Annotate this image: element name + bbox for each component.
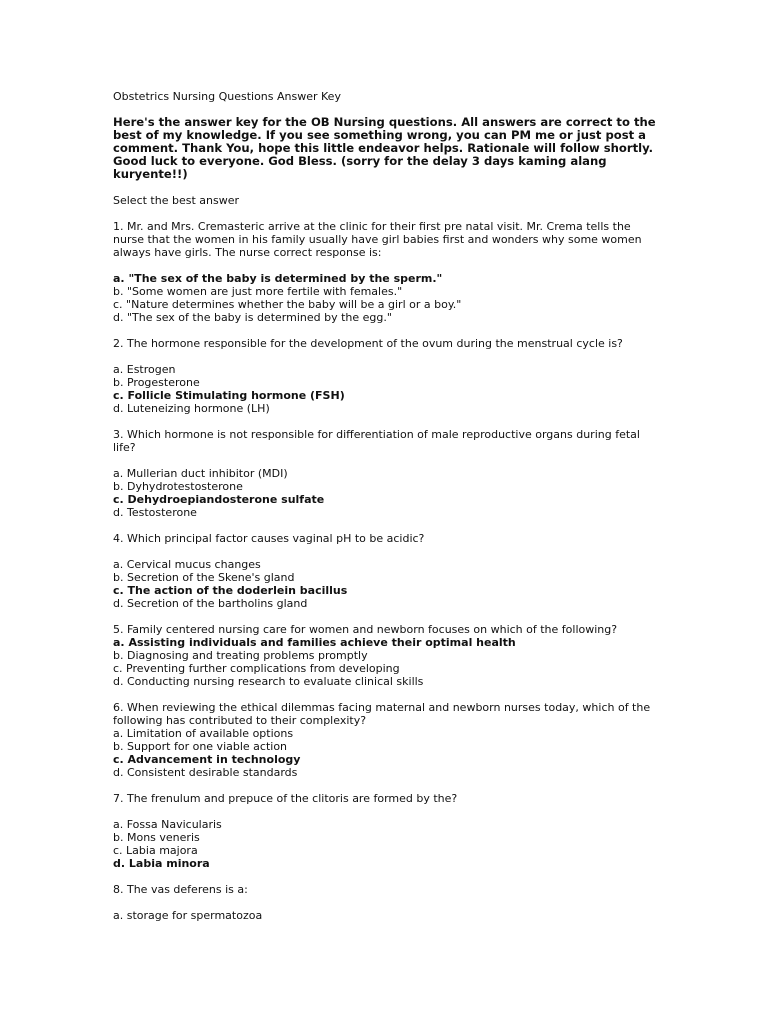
option-text: Mons veneris bbox=[126, 831, 200, 844]
answer-option bbox=[113, 597, 658, 610]
option-text: Preventing further complications from developing bbox=[126, 662, 400, 675]
option-text: Limitation of available options bbox=[126, 727, 294, 740]
question-4 bbox=[113, 532, 658, 610]
option-letter: c. bbox=[113, 584, 124, 597]
answer-option bbox=[113, 662, 658, 675]
answer-option bbox=[113, 558, 658, 571]
option-text: Fossa Navicularis bbox=[126, 818, 222, 831]
answer-option bbox=[113, 467, 658, 480]
answer-option bbox=[113, 506, 658, 519]
question-text: 8. The vas deferens is a: bbox=[113, 883, 248, 896]
option-letter: c. bbox=[113, 844, 123, 857]
answer-option bbox=[113, 818, 658, 831]
correct-answer-option bbox=[113, 753, 658, 766]
answer-option bbox=[113, 740, 658, 753]
correct-answer-option bbox=[113, 493, 658, 506]
correct-answer-option bbox=[113, 272, 658, 285]
option-letter: a. bbox=[113, 363, 124, 376]
correct-answer-option bbox=[113, 584, 658, 597]
option-text: Secretion of the Skene's gland bbox=[126, 571, 295, 584]
option-letter: c. bbox=[113, 662, 123, 675]
option-text: Progesterone bbox=[126, 376, 200, 389]
answer-option bbox=[113, 649, 658, 662]
answer-option bbox=[113, 571, 658, 584]
question-3 bbox=[113, 428, 658, 519]
answer-option bbox=[113, 402, 658, 415]
option-letter: b. bbox=[113, 376, 124, 389]
option-letter: a. bbox=[113, 558, 124, 571]
option-text: The action of the doderlein bacillus bbox=[127, 584, 348, 597]
option-text: Conducting nursing research to evaluate clinical skills bbox=[126, 675, 424, 688]
answer-option bbox=[113, 766, 658, 779]
option-letter: b. bbox=[113, 571, 124, 584]
answer-option bbox=[113, 376, 658, 389]
answer-option bbox=[113, 363, 658, 376]
question-5 bbox=[113, 623, 658, 688]
option-text: storage for spermatozoa bbox=[126, 909, 263, 922]
option-text: Cervical mucus changes bbox=[126, 558, 261, 571]
option-letter: d. bbox=[113, 311, 124, 324]
option-letter: a. bbox=[113, 727, 124, 740]
option-text: Support for one viable action bbox=[126, 740, 288, 753]
option-text: Testosterone bbox=[126, 506, 197, 519]
option-text: Consistent desirable standards bbox=[126, 766, 298, 779]
question-1 bbox=[113, 220, 658, 324]
option-letter: d. bbox=[113, 675, 124, 688]
answer-option bbox=[113, 675, 658, 688]
option-letter: a. bbox=[113, 909, 124, 922]
answer-option bbox=[113, 727, 658, 740]
question-2 bbox=[113, 337, 658, 415]
option-letter: b. bbox=[113, 740, 124, 753]
intro-paragraph: Here's the answer key for the OB Nursing questions. All answers are correct to the best of my knowledge. If you see something wrong, you can PM me or just post a comment. Thank You, hope this little endeavor helps. Rationale will follow shortly. Good luck to everyone. God Bless. (sorry for the delay 3 days kaming alang kuryente!!) bbox=[113, 115, 656, 181]
instruction-text: Select the best answer bbox=[113, 194, 240, 207]
option-letter: d. bbox=[113, 597, 124, 610]
option-text: Assisting individuals and families achieve their optimal health bbox=[128, 636, 516, 649]
option-letter: d. bbox=[113, 857, 126, 870]
question-7 bbox=[113, 792, 658, 870]
answer-option bbox=[113, 285, 658, 298]
option-text: Dehydroepiandosterone sulfate bbox=[127, 493, 325, 506]
option-letter: a. bbox=[113, 467, 124, 480]
option-letter: b. bbox=[113, 831, 124, 844]
option-text: Secretion of the bartholins gland bbox=[126, 597, 308, 610]
answer-option bbox=[113, 480, 658, 493]
option-text: Follicle Stimulating hormone (FSH) bbox=[127, 389, 345, 402]
correct-answer-option bbox=[113, 636, 658, 649]
question-text: 2. The hormone responsible for the development of the ovum during the menstrual cycle is? bbox=[113, 337, 623, 350]
option-text: "Nature determines whether the baby will be a girl or a boy." bbox=[126, 298, 462, 311]
option-text: Luteneizing hormone (LH) bbox=[126, 402, 270, 415]
question-text: 3. Which hormone is not responsible for differentiation of male reproductive organs during fetal life? bbox=[113, 428, 640, 454]
option-letter: b. bbox=[113, 649, 124, 662]
option-text: Mullerian duct inhibitor (MDI) bbox=[126, 467, 288, 480]
option-text: Estrogen bbox=[126, 363, 176, 376]
option-letter: a. bbox=[113, 272, 125, 285]
question-text: 7. The frenulum and prepuce of the clitoris are formed by the? bbox=[113, 792, 458, 805]
option-text: Labia majora bbox=[126, 844, 198, 857]
option-text: "The sex of the baby is determined by the sperm." bbox=[128, 272, 443, 285]
question-text: 4. Which principal factor causes vaginal pH to be acidic? bbox=[113, 532, 425, 545]
option-text: Diagnosing and treating problems promptly bbox=[126, 649, 368, 662]
option-letter: d. bbox=[113, 766, 124, 779]
option-letter: a. bbox=[113, 636, 125, 649]
option-letter: d. bbox=[113, 506, 124, 519]
option-letter: c. bbox=[113, 389, 124, 402]
question-8 bbox=[113, 883, 658, 922]
option-text: "The sex of the baby is determined by the egg." bbox=[126, 311, 392, 324]
question-text: 6. When reviewing the ethical dilemmas facing maternal and newborn nurses today, which of the following has contributed to their complexity? bbox=[113, 701, 651, 727]
question-text: 5. Family centered nursing care for women and newborn focuses on which of the following? bbox=[113, 623, 618, 636]
question-text: 1. Mr. and Mrs. Cremasteric arrive at the clinic for their first pre natal visit. Mr. Crema tells the nurse that the women in his family usually have girl babies first and wonders why some women always have girls. The nurse correct response is: bbox=[113, 220, 642, 259]
option-letter: c. bbox=[113, 493, 124, 506]
option-text: Advancement in technology bbox=[127, 753, 301, 766]
option-text: "Some women are just more fertile with females." bbox=[126, 285, 403, 298]
answer-option bbox=[113, 909, 658, 922]
answer-option bbox=[113, 311, 658, 324]
option-letter: b. bbox=[113, 480, 124, 493]
document-page bbox=[113, 90, 658, 935]
correct-answer-option bbox=[113, 389, 658, 402]
answer-option bbox=[113, 298, 658, 311]
correct-answer-option bbox=[113, 857, 658, 870]
document-title: Obstetrics Nursing Questions Answer Key bbox=[113, 90, 341, 103]
answer-option bbox=[113, 831, 658, 844]
option-letter: c. bbox=[113, 298, 123, 311]
option-text: Labia minora bbox=[128, 857, 210, 870]
option-text: Dyhydrotestosterone bbox=[126, 480, 243, 493]
option-letter: b. bbox=[113, 285, 124, 298]
option-letter: c. bbox=[113, 753, 124, 766]
option-letter: d. bbox=[113, 402, 124, 415]
answer-option bbox=[113, 844, 658, 857]
option-letter: a. bbox=[113, 818, 124, 831]
question-list bbox=[113, 220, 658, 922]
question-6 bbox=[113, 701, 658, 779]
